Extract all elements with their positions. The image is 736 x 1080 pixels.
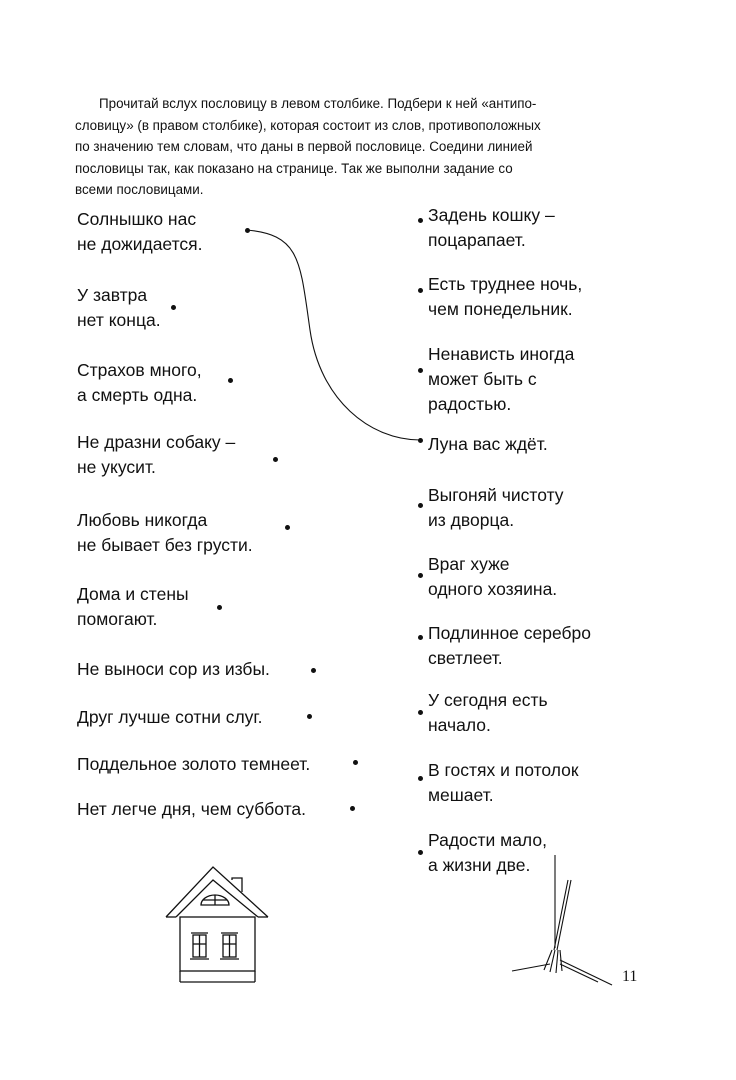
instruction-line: словицу» (в правом столбике), которая состоит из слов, противоположных: [75, 117, 541, 133]
proverb-line: из дворца.: [428, 510, 515, 530]
proverb-line: не укусит.: [77, 457, 156, 477]
proverb-line: Выгоняй чистоту: [428, 485, 564, 505]
proverb-line: Ненависть иногда: [428, 344, 575, 364]
proverb-line: Не дразни собаку –: [77, 432, 236, 452]
instruction-line: пословицы так, как показано на странице. Так же выполни задание со: [75, 160, 513, 176]
proverb-line: Поддельное золото темнеет.: [77, 754, 311, 774]
proverb-line: У завтра: [77, 285, 148, 305]
proverb-line: не дожидается.: [77, 234, 203, 254]
proverb-line: Враг хуже: [428, 554, 510, 574]
example-connection-line: [247, 230, 420, 440]
broom-illustration: [512, 855, 612, 985]
proverb-line: Радости мало,: [428, 830, 547, 850]
instruction-line: по значению тем словам, что даны в первой пословице. Соедини линией: [75, 139, 533, 154]
instruction-line: всеми пословицами.: [75, 182, 204, 197]
proverb-line: Есть труднее ночь,: [428, 274, 583, 294]
proverb-line: не бывает без грусти.: [77, 535, 253, 555]
proverb-line: поцарапает.: [428, 230, 526, 250]
proverb-line: нет конца.: [77, 310, 161, 330]
proverb-line: Нет легче дня, чем суббота.: [77, 799, 307, 819]
proverb-line: Солнышко нас: [77, 209, 197, 229]
proverb-line: одного хозяина.: [428, 579, 558, 599]
proverb-line: Друг лучше сотни слуг.: [77, 707, 263, 727]
proverb-line: а жизни две.: [428, 855, 531, 875]
proverb-line: может быть с: [428, 369, 537, 389]
proverb-line: Подлинное серебро: [428, 623, 592, 643]
proverb-line: помогают.: [77, 609, 158, 629]
proverb-line: чем понедельник.: [428, 299, 573, 319]
house-illustration: [166, 867, 268, 982]
proverb-line: мешает.: [428, 785, 494, 805]
proverb-line: У сегодня есть: [428, 690, 548, 710]
instruction-line: Прочитай вслух пословицу в левом столбике. Подбери к ней «антипо-: [99, 96, 537, 111]
proverb-line: Луна вас ждёт.: [428, 434, 548, 454]
proverb-line: Любовь никогда: [77, 510, 208, 530]
proverb-line: Не выноси сор из избы.: [77, 659, 270, 679]
page-number: 11: [622, 968, 638, 985]
proverb-line: Дома и стены: [77, 584, 189, 604]
proverb-line: Задень кошку –: [428, 205, 555, 225]
proverb-line: начало.: [428, 715, 491, 735]
proverb-line: светлеет.: [428, 648, 503, 668]
proverb-line: Страхов много,: [77, 360, 202, 380]
proverb-line: а смерть одна.: [77, 385, 198, 405]
proverb-line: В гостях и потолок: [428, 760, 579, 780]
proverb-line: радостью.: [428, 394, 512, 414]
